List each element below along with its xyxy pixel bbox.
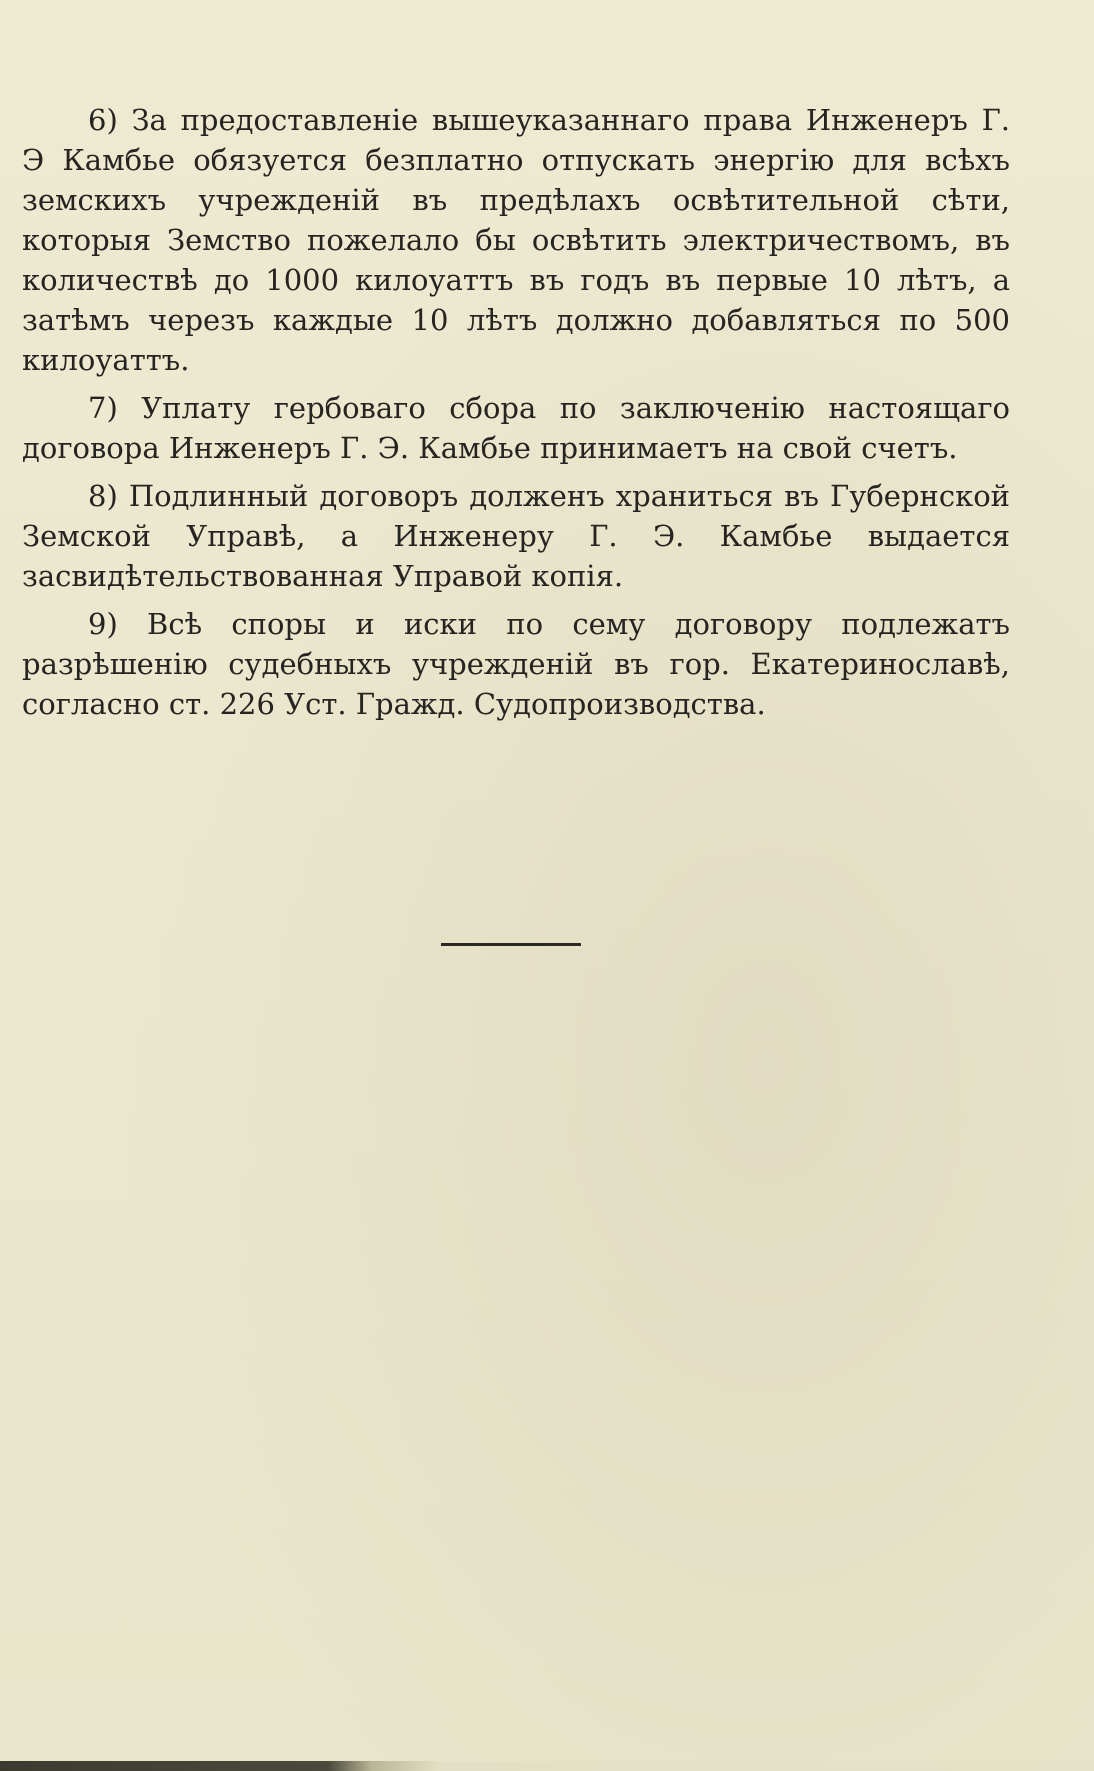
- bleed-through-texture: [35, 720, 1045, 1200]
- paragraph-9: 9) Всѣ споры и иски по сему договору подлежатъ разрѣшенію судебныхъ учрежденій въ гор. Екатеринославѣ, согласно ст. 226 Уст. Гражд. Судопроизводства.: [22, 607, 1010, 721]
- paragraph-8: 8) Подлинный договоръ долженъ храниться въ Губернской Земской Управѣ, а Инженеру Г. Э. Камбье выдается засвидѣтельствованная Управой копія.: [22, 479, 1010, 593]
- section-divider: [441, 943, 581, 946]
- page-bottom-edge: [0, 1761, 1094, 1771]
- paragraph-7: 7) Уплату гербоваго сбора по заключенію настоящаго договора Инженеръ Г. Э. Камбье принимаетъ на свой счетъ.: [22, 391, 1010, 465]
- document-body: [22, 100, 1010, 732]
- paragraph-6: 6) За предоставленіе вышеуказаннаго права Инженеръ Г. Э Камбье обязуется безплатно отпускать энергію для всѣхъ земскихъ учрежденій въ предѣлахъ освѣтительной сѣти, которыя Земство пожелало бы освѣтить электричествомъ, въ количествѣ до 1000 килоуаттъ въ годъ въ первые 10 лѣтъ, а затѣмъ черезъ каждые 10 лѣтъ должно добавляться по 500 килоуаттъ.: [22, 103, 1010, 377]
